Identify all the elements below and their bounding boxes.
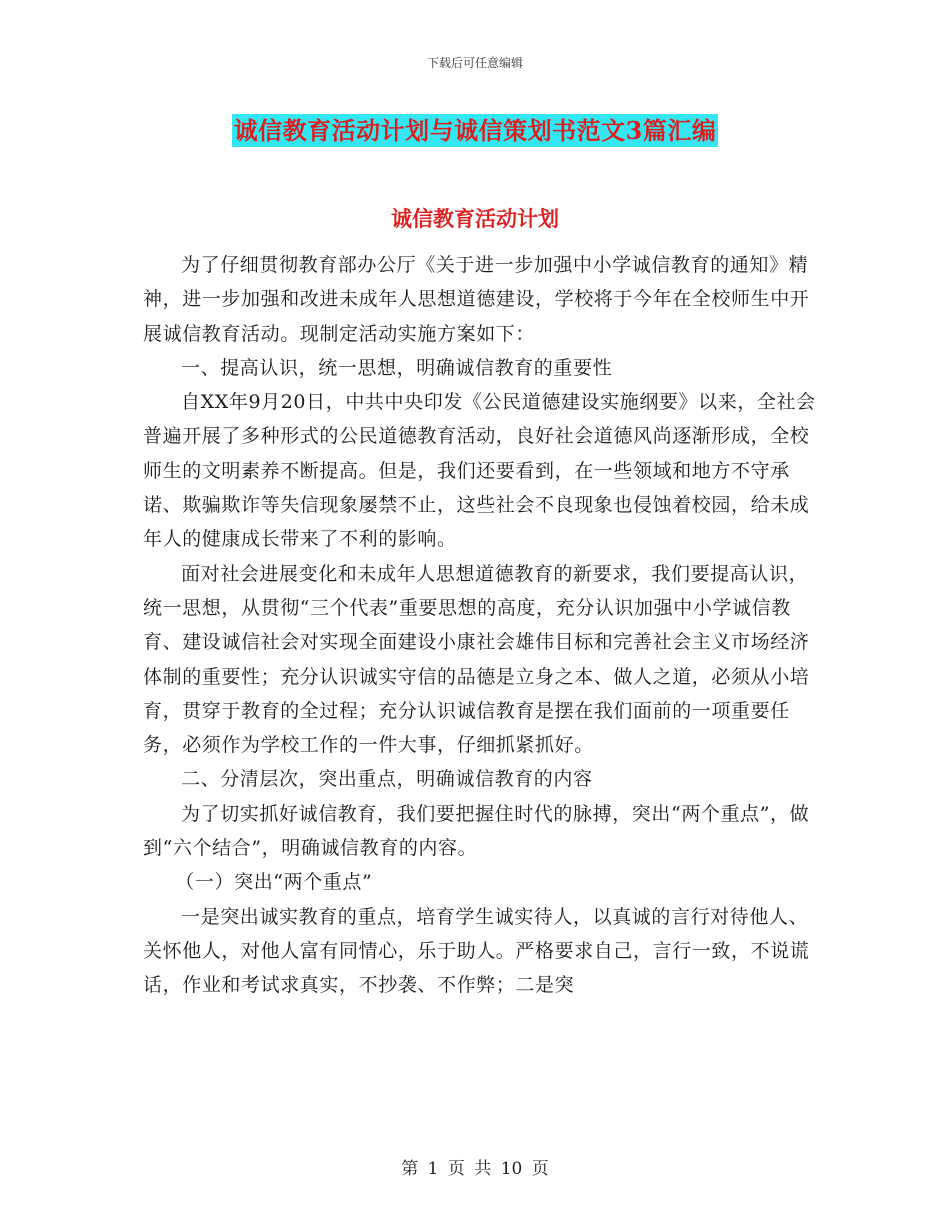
paragraph-content: 为了切实抓好诚信教育，我们要把握住时代的脉搏，突出“两个重点”，做到“六个结合”，明确诚信教育的内容。 <box>143 802 810 860</box>
heading-part-one: 一、提高认识，统一思想，明确诚信教育的重要性 <box>181 356 613 379</box>
page-suffix: 页 <box>531 1159 549 1179</box>
document-title <box>0 111 950 146</box>
document-title-text: 诚信教育活动计划与诚信策划书范文3篇汇编 <box>233 116 717 145</box>
total-prefix: 共 <box>474 1159 492 1179</box>
total-pages-number: 10 <box>500 1159 523 1179</box>
page-prefix: 第 <box>401 1159 419 1179</box>
section-title: 诚信教育活动计划 <box>391 206 559 231</box>
paragraph-background: 自XX年9月20日，中共中央印发《公民道德建设实施纲要》以来，全社会普遍开展了多种形式的公民道德教育活动，良好社会道德风尚逐渐形成，全校师生的文明素养不断提高。但是，我们还要看到，在一些领域和地方不守承诺、欺骗欺诈等失信现象屡禁不止，这些社会不良现象也侵蚀着校园，给未成年人的健康成长带来了不利的影响。 <box>143 391 816 551</box>
document-body <box>143 248 823 1003</box>
heading-part-two: 二、分清层次，突出重点，明确诚信教育的内容 <box>181 768 593 791</box>
page-footer <box>0 1154 950 1179</box>
paragraph-focus-one: 一是突出诚实教育的重点，培育学生诚实待人，以真诚的言行对待他人、关怀他人，对他人富有同情心，乐于助人。严格要求自己，言行一致，不说谎话，作业和考试求真实，不抄袭、不作弊；二是突 <box>143 905 810 997</box>
paragraph-requirements: 面对社会进展变化和未成年人思想道德教育的新要求，我们要提高认识，统一思想，从贯彻“三个代表”重要思想的高度，充分认识加强中小学诚信教育、建设诚信社会对实现全面建设小康社会雄伟目标和完善社会主义市场经济体制的重要性；充分认识诚实守信的品德是立身之本、做人之道，必须从小培育，贯穿于教育的全过程；充分认识诚信教育是摆在我们面前的一项重要任务，必须作为学校工作的一件大事，仔细抓紧抓好。 <box>143 562 810 757</box>
page-header-note: 下载后可任意编辑 <box>426 56 523 70</box>
subheading-two-focus: （一）突出“两个重点” <box>175 871 373 894</box>
page-mid: 页 <box>447 1159 465 1179</box>
current-page-number: 1 <box>427 1159 439 1179</box>
paragraph-intro: 为了仔细贯彻教育部办公厅《关于进一步加强中小学诚信教育的通知》精神，进一步加强和改进未成年人思想道德建设，学校将于今年在全校师生中开展诚信教育活动。现制定活动实施方案如下： <box>143 254 810 345</box>
